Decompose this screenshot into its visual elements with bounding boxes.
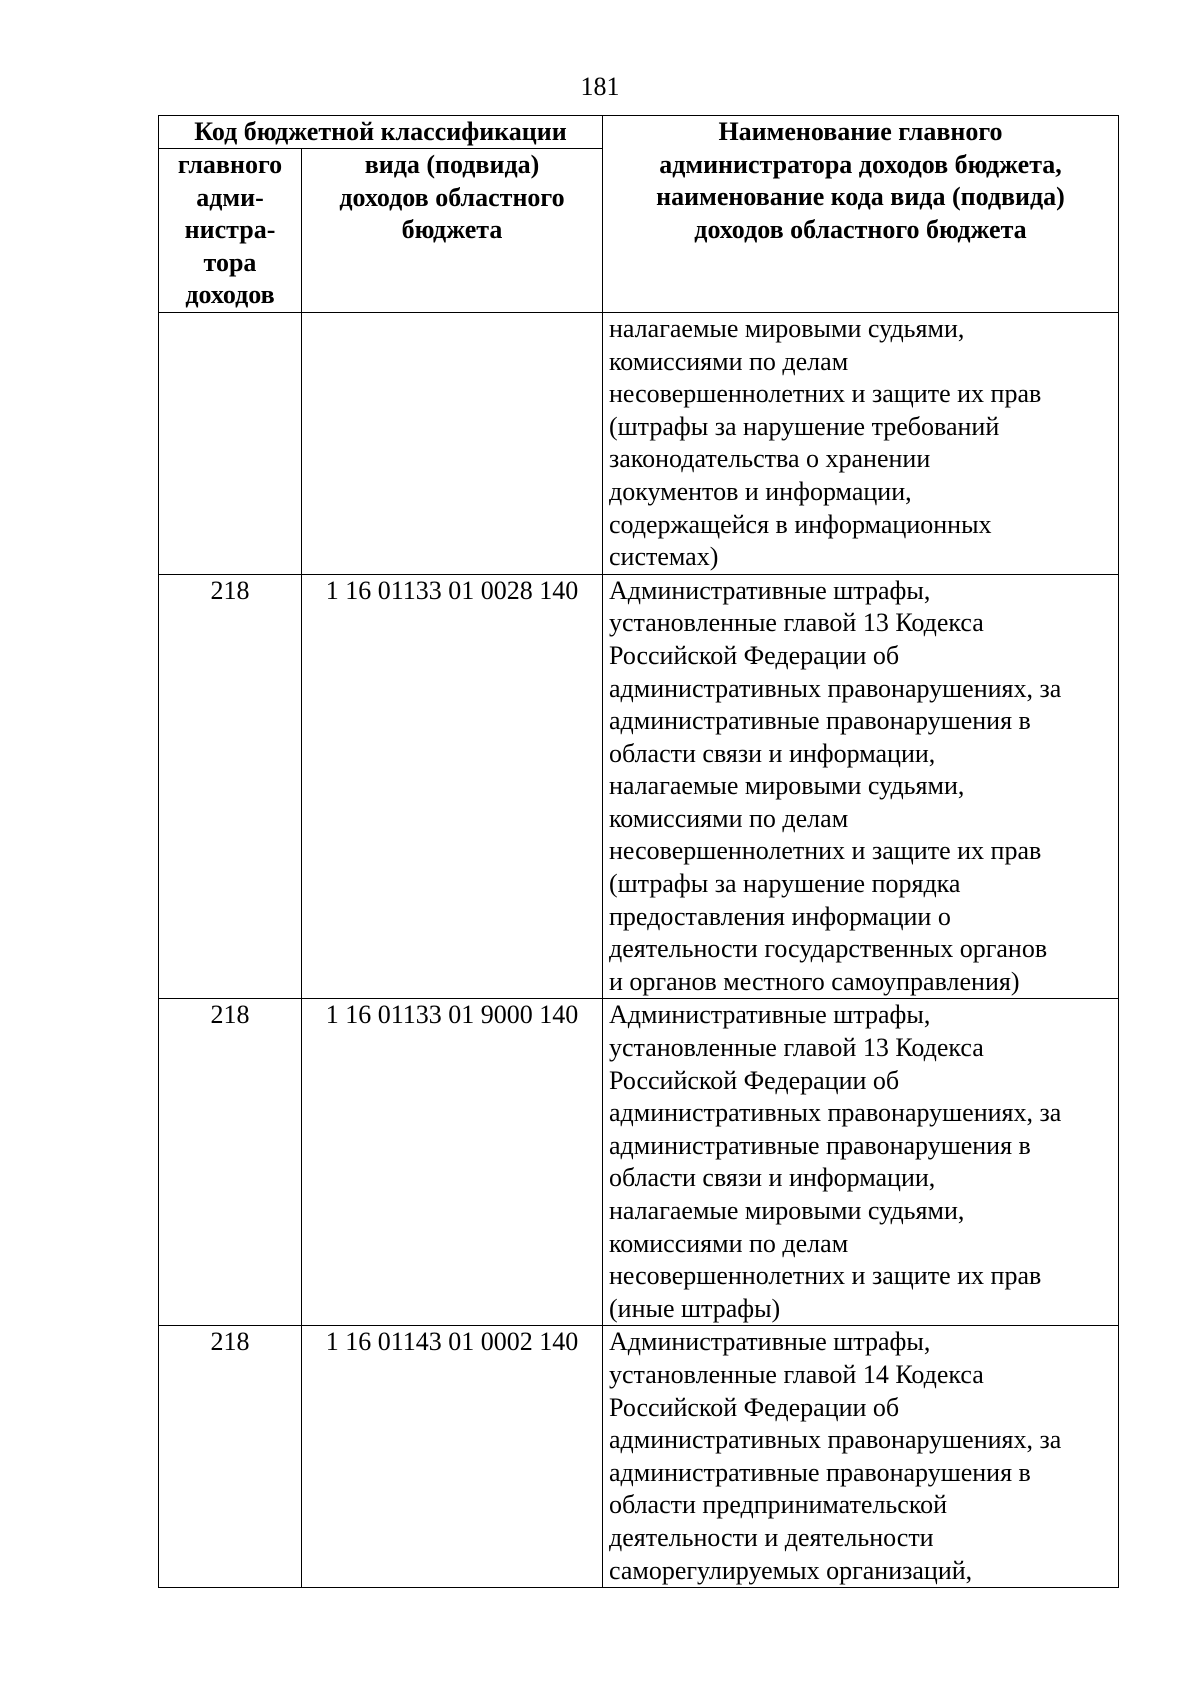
description-line: административных правонарушениях, за bbox=[609, 1098, 1062, 1128]
header-name-column bbox=[603, 116, 1119, 313]
description-line: (штрафы за нарушение порядка bbox=[609, 869, 961, 899]
description-cell bbox=[603, 1326, 1119, 1588]
description-line: налагаемые мировыми судьями, bbox=[609, 771, 965, 801]
description-line: содержащейся в информационных bbox=[609, 509, 992, 539]
description-line: области предпринимательской bbox=[609, 1490, 948, 1520]
description-line: Административные штрафы, bbox=[609, 1327, 931, 1357]
admin-code-cell: 218 bbox=[159, 574, 302, 999]
description-line: законодательства о хранении bbox=[609, 444, 931, 474]
description-line: области связи и информации, bbox=[609, 738, 936, 768]
description-line: несовершеннолетних и защите их прав bbox=[609, 379, 1042, 409]
header-admin-line: нистра- bbox=[184, 215, 276, 245]
header-name-line: наименование кода вида (подвида) bbox=[656, 182, 1065, 212]
description-line: административных правонарушениях, за bbox=[609, 673, 1062, 703]
description-line: налагаемые мировыми судьями, bbox=[609, 313, 965, 343]
header-name-line: администратора доходов бюджета, bbox=[659, 149, 1062, 179]
description-cell bbox=[603, 999, 1119, 1326]
table-row bbox=[159, 999, 1119, 1326]
income-code-cell: 1 16 01143 01 0002 140 bbox=[302, 1326, 603, 1588]
admin-code-cell bbox=[159, 312, 302, 574]
income-code-cell: 1 16 01133 01 0028 140 bbox=[302, 574, 603, 999]
description-line: Административные штрафы, bbox=[609, 1000, 931, 1030]
header-admin-line: доходов bbox=[185, 280, 275, 310]
header-admin-column bbox=[159, 149, 302, 313]
admin-code-cell: 218 bbox=[159, 1326, 302, 1588]
description-line: деятельности государственных органов bbox=[609, 934, 1048, 964]
description-line: установленные главой 14 Кодекса bbox=[609, 1359, 984, 1389]
table-row bbox=[159, 574, 1119, 999]
description-line: административные правонарушения в bbox=[609, 1457, 1031, 1487]
table-header bbox=[159, 116, 1119, 313]
page-number: 181 bbox=[580, 72, 620, 101]
header-code-line: вида (подвида) bbox=[364, 150, 540, 179]
description-line: несовершеннолетних и защите их прав bbox=[609, 836, 1042, 866]
header-name-line: Наименование главного bbox=[718, 117, 1003, 146]
admin-code-cell: 218 bbox=[159, 999, 302, 1326]
income-code-cell: 1 16 01133 01 9000 140 bbox=[302, 999, 603, 1326]
description-line: области связи и информации, bbox=[609, 1163, 936, 1193]
description-line: системах) bbox=[609, 542, 719, 572]
description-line: документов и информации, bbox=[609, 476, 912, 506]
header-admin-line: тора bbox=[203, 247, 257, 277]
header-code-line: доходов областного bbox=[339, 182, 565, 212]
description-cell bbox=[603, 574, 1119, 999]
income-code-cell bbox=[302, 312, 603, 574]
description-cell bbox=[603, 312, 1119, 574]
description-line: административных правонарушениях, за bbox=[609, 1425, 1062, 1455]
description-line: комиссиями по делам bbox=[609, 803, 849, 833]
description-line: деятельности и деятельности bbox=[609, 1522, 934, 1552]
description-line: (штрафы за нарушение требований bbox=[609, 411, 1000, 441]
description-line: Российской Федерации об bbox=[609, 1065, 900, 1095]
header-group-title: Код бюджетной классификации bbox=[159, 116, 603, 149]
description-line: Административные штрафы, bbox=[609, 575, 931, 605]
description-line: административные правонарушения в bbox=[609, 1130, 1031, 1160]
description-line: (иные штрафы) bbox=[609, 1293, 781, 1323]
description-line: несовершеннолетних и защите их прав bbox=[609, 1261, 1042, 1291]
header-row-group bbox=[159, 116, 1119, 149]
header-admin-line: главного bbox=[177, 150, 283, 179]
header-admin-line: адми- bbox=[196, 182, 264, 212]
description-line: налагаемые мировыми судьями, bbox=[609, 1196, 965, 1225]
table-row bbox=[159, 1326, 1119, 1588]
description-line: административные правонарушения в bbox=[609, 706, 1031, 736]
table-row bbox=[159, 312, 1119, 574]
description-line: Российской Федерации об bbox=[609, 640, 900, 670]
budget-classification-table bbox=[158, 115, 1119, 1588]
description-line: установленные главой 13 Кодекса bbox=[609, 608, 984, 638]
description-line: Российской Федерации об bbox=[609, 1392, 900, 1422]
header-code-column bbox=[302, 149, 603, 313]
header-name-line: доходов областного бюджета bbox=[694, 214, 1027, 244]
table-body bbox=[159, 312, 1119, 1587]
header-code-line: бюджета bbox=[401, 215, 503, 245]
description-line: комиссиями по делам bbox=[609, 346, 849, 376]
description-line: и органов местного самоуправления) bbox=[609, 966, 1020, 996]
description-line: саморегулируемых организаций, bbox=[609, 1555, 973, 1585]
description-line: комиссиями по делам bbox=[609, 1228, 849, 1258]
description-line: установленные главой 13 Кодекса bbox=[609, 1033, 984, 1063]
description-line: предоставления информации о bbox=[609, 901, 951, 931]
